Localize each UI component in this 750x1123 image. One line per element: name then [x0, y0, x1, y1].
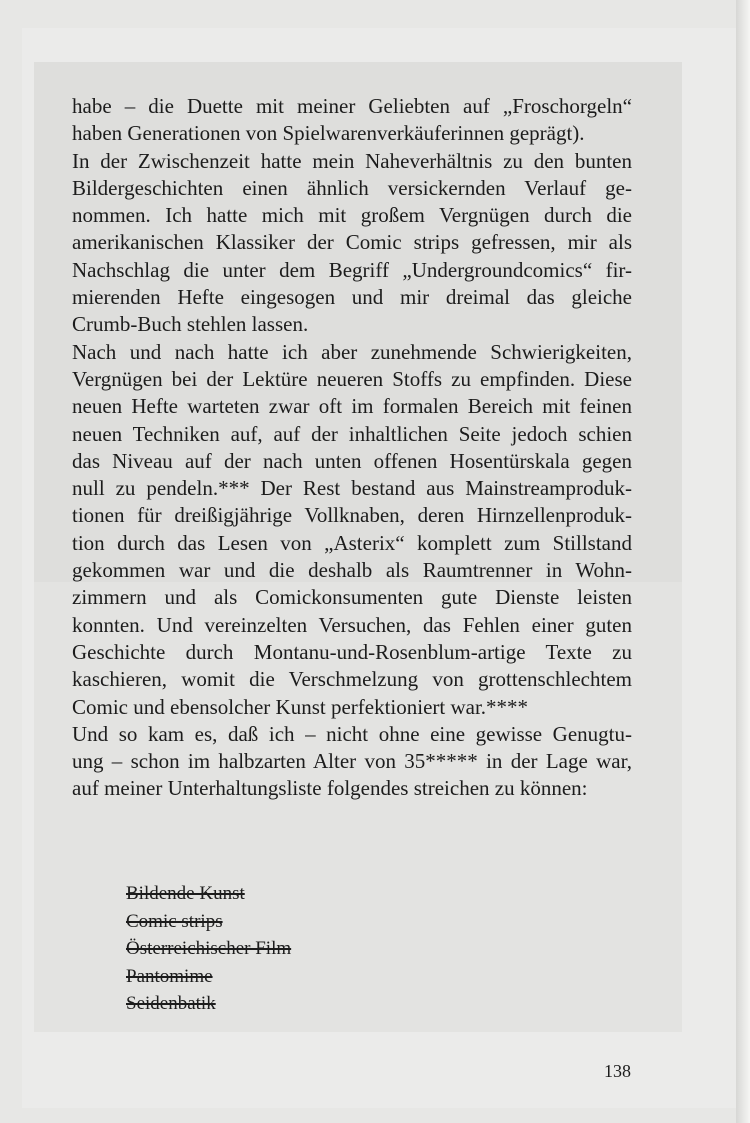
page-edge: [736, 0, 750, 1123]
text-line: Bildergeschichten einen ähnlich versickernden Verlauf ge-: [72, 175, 632, 200]
text-line: mierenden Hefte eingesogen und mir dreimal das gleiche: [72, 285, 632, 310]
text-line: tion durch das Lesen von „Asterix“ komplett zum Stillstand: [72, 530, 632, 555]
text-line: Vergnügen bei der Lektüre neueren Stoffs zu empfinden. Diese: [72, 366, 632, 391]
text-line: zimmern und als Comickonsumenten gute Dienste leisten: [72, 585, 632, 610]
struck-list-item: Österreichischer Film: [126, 938, 292, 959]
struck-entertainment-list: [126, 880, 291, 1018]
text-line: ung – schon im halbzarten Alter von 35***** in der Lage war,: [72, 749, 632, 774]
text-line: Crumb-Buch stehlen lassen.: [72, 312, 309, 337]
text-line: Geschichte durch Montanu-und-Rosenblum-artige Texte zu: [72, 639, 632, 664]
text-line: habe – die Duette mit meiner Geliebten auf „Froschorgeln“: [72, 94, 632, 118]
text-line: null zu pendeln.*** Der Rest bestand aus Mainstreamproduk-: [72, 476, 632, 501]
text-line: neuen Techniken auf, auf der inhaltlichen Seite jedoch schien: [72, 421, 632, 446]
text-line: Nachschlag die unter dem Begriff „Undergroundcomics“ fir-: [72, 257, 632, 282]
text-line: tionen für dreißigjährige Vollknaben, deren Hirnzellenproduk-: [72, 503, 632, 528]
text-line: neuen Hefte warteten zwar oft im formalen Bereich mit feinen: [72, 394, 632, 419]
text-line: konnten. Und vereinzelten Versuchen, das Fehlen einer guten: [72, 612, 632, 637]
text-line: Nach und nach hatte ich aber zunehmende Schwierigkeiten,: [72, 339, 632, 364]
body-text: [72, 93, 632, 803]
text-line: gekommen war und die deshalb als Raumtrenner in Wohn-: [72, 558, 632, 583]
struck-list-item: Seidenbatik: [126, 993, 216, 1014]
text-line: In der Zwischenzeit hatte mein Naheverhältnis zu den bunten: [72, 148, 632, 173]
text-line: amerikanischen Klassiker der Comic strips gefressen, mir als: [72, 230, 632, 255]
text-line: nommen. Ich hatte mich mit großem Vergnügen durch die: [72, 203, 632, 228]
struck-list-item: Bildende Kunst: [126, 883, 245, 904]
struck-list-item: Comic strips: [126, 910, 223, 932]
text-line: kaschieren, womit die Verschmelzung von grottenschlechtem: [72, 667, 632, 692]
struck-list-item: Pantomime: [126, 965, 213, 987]
text-line: das Niveau auf der nach unten offenen Hosentürskala gegen: [72, 448, 632, 473]
page-number: 138: [604, 1061, 631, 1081]
text-line: Und so kam es, daß ich – nicht ohne eine gewisse Genugtu-: [72, 721, 632, 746]
text-line: haben Generationen von Spielwarenverkäuferinnen geprägt).: [72, 121, 585, 146]
text-line: auf meiner Unterhaltungsliste folgendes streichen zu können:: [72, 776, 588, 801]
text-line: Comic und ebensolcher Kunst perfektioniert war.****: [72, 694, 529, 719]
